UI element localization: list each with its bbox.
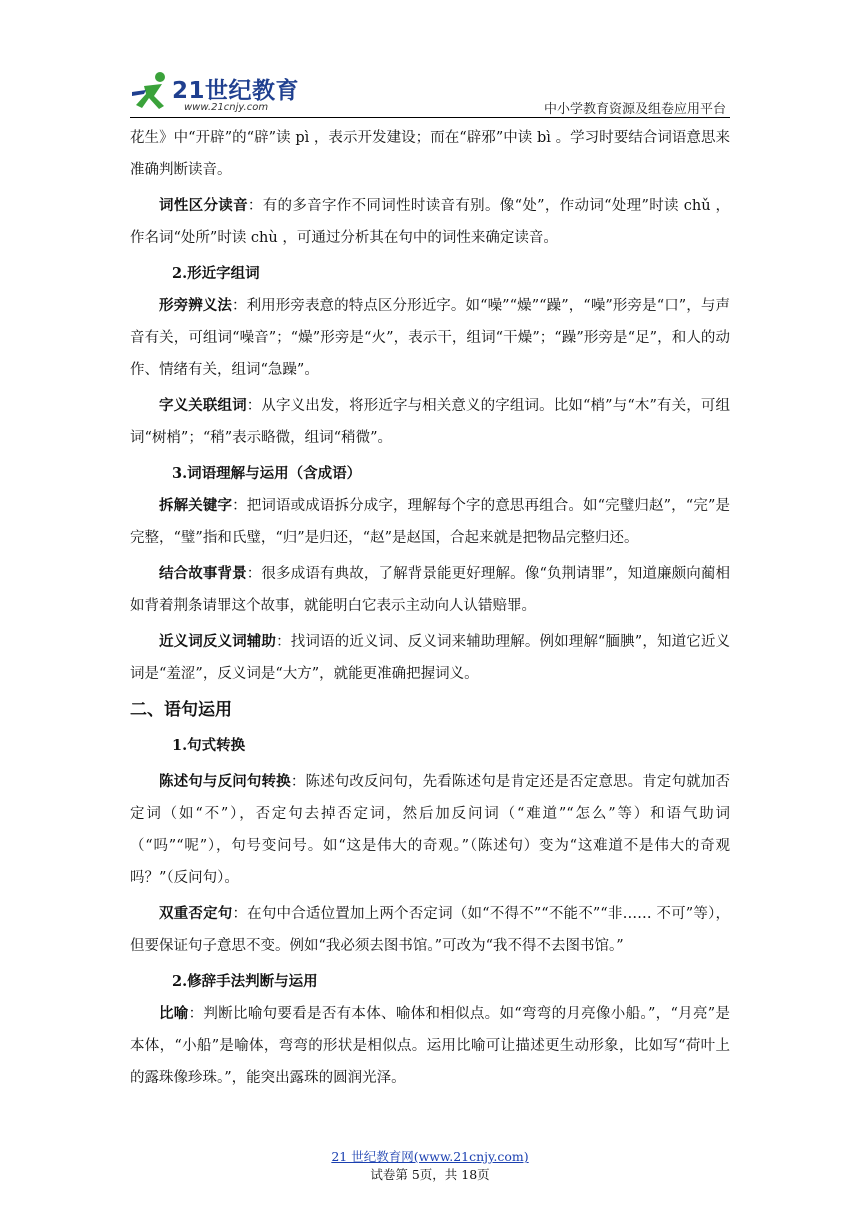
paragraph — [130, 290, 730, 386]
term-text: ：判断比喻句要看是否有本体、喻体和相似点。如“弯弯的月亮像小船。”，“月亮”是本体，“小船”是喻体，弯弯的形状是相似点。运用比喻可让描述更生动形象，比如写“荷叶上的露珠像珍珠。”，能突出露珠的圆润光泽。 — [130, 1006, 730, 1086]
logo-text: 21世纪教育 — [172, 78, 300, 104]
paragraph — [130, 998, 730, 1094]
section-heading: 二、语句运用 — [130, 700, 232, 720]
term-label: 拆解关键字 — [159, 497, 233, 514]
header-divider — [130, 117, 730, 118]
page-header — [0, 0, 860, 120]
term-text: ：找词语的近义词、反义词来辅助理解。例如理解“腼腆”，知道它近义词是“羞涩”，反义词是“大方”，就能更准确把握词义。 — [130, 634, 730, 682]
paragraph: 花生》中“开辟”的“辟”读 pì ，表示开发建设；而在“辟邪”中读 bì 。学习时要结合词语意思来准确判断读音。 — [130, 130, 730, 178]
term-text: ：从字义出发，将形近字与相关意义的字组词。比如“梢”与“木”有关，可组词“树梢”；“稍”表示略微，组词“稍微”。 — [130, 398, 731, 446]
page-footer — [0, 1148, 860, 1184]
term-label: 近义词反义词辅助 — [159, 633, 277, 650]
term-text: ：很多成语有典故，了解背景能更好理解。像“负荆请罪”，知道廉颇向蔺相如背着荆条请罪这个故事，就能明白它表示主动向人认错赔罪。 — [130, 566, 730, 614]
paragraph — [130, 766, 730, 894]
term-text: ：有的多音字作不同词性时读音有别。像“处”，作动词“处理”时读 chǔ ，作名词“处所”时读 chù ，可通过分析其在句中的词性来确定读音。 — [130, 198, 731, 246]
paragraph — [130, 626, 730, 690]
paragraph — [130, 558, 730, 622]
term-text: ：把词语或成语拆分成字，理解每个字的意思再组合。如“完璧归赵”，“完”是完整，“璧”指和氏璧，“归”是归还，“赵”是赵国，合起来就是把物品完整归还。 — [130, 498, 730, 546]
document-body — [130, 122, 730, 1094]
subheading: 2.形近字组词 — [172, 265, 260, 282]
site-link[interactable]: 21 世纪教育网(www.21cnjy.com) — [331, 1149, 529, 1164]
term-label: 陈述句与反问句转换 — [159, 773, 291, 790]
paragraph — [130, 390, 730, 454]
term-text: ：利用形旁表意的特点区分形近字。如“噪”“燥”“躁”，“噪”形旁是“口”，与声音有关，可组词“噪音”；“燥”形旁是“火”，表示干，组词“干燥”；“躁”形旁是“足”，和人的动作、情绪有关，组词“急躁”。 — [130, 298, 730, 378]
paragraph — [130, 898, 730, 962]
term-label: 形旁辨义法 — [159, 297, 232, 314]
term-label: 比喻 — [159, 1005, 189, 1022]
logo-url: www.21cnjy.com — [184, 102, 269, 113]
platform-title: 中小学教育资源及组卷应用平台 — [543, 102, 726, 117]
term-text: ：陈述句改反问句，先看陈述句是肯定还是否定意思。肯定句就加否定词（如“不”），否定句去掉否定词，然后加反问词（“难道”“怎么”等）和语气助词（“吗”“呢”），句号变问号。如“这是伟大的奇观。”（陈述句）变为“这难道不是伟大的奇观吗？”（反问句）。 — [130, 774, 731, 886]
term-label: 结合故事背景 — [159, 565, 247, 582]
term-label: 字义关联组词 — [159, 397, 247, 414]
paragraph — [130, 490, 730, 554]
term-label: 双重否定句 — [159, 905, 233, 922]
subheading: 1.句式转换 — [172, 737, 246, 754]
page-number: 试卷第 5页，共 18页 — [370, 1167, 490, 1182]
subheading: 3.词语理解与运用（含成语） — [172, 465, 362, 482]
subheading: 2.修辞手法判断与运用 — [172, 973, 318, 990]
term-text: ：在句中合适位置加上两个否定词（如“不得不”“不能不”“非…… 不可”等），但要保证句子意思不变。例如“我必须去图书馆。”可改为“我不得不去图书馆。” — [130, 906, 731, 954]
paragraph — [130, 190, 730, 254]
term-label: 词性区分读音 — [159, 197, 248, 214]
runner-logo-icon — [132, 70, 176, 114]
logo — [132, 70, 300, 118]
